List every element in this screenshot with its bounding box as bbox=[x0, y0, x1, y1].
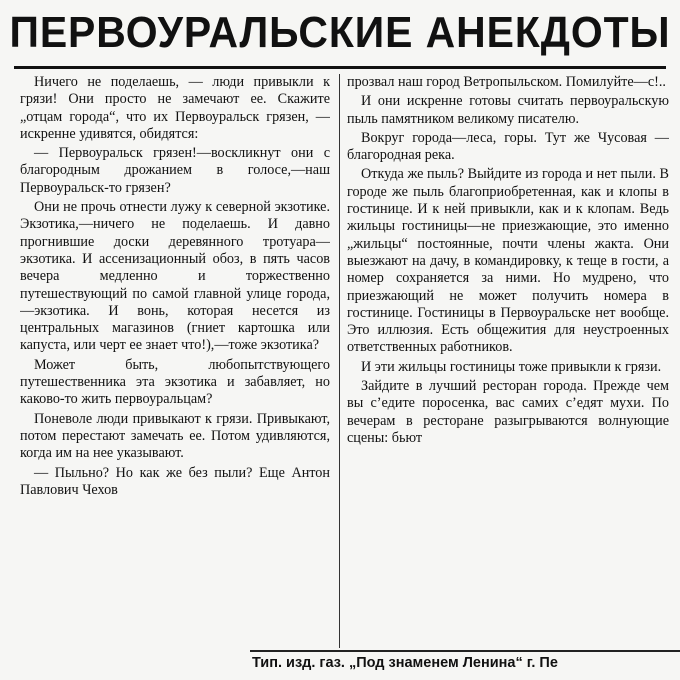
paragraph: Может быть, любопытствующего путешественника эта экзотика и забавляет, но каково-то жить первоуральцам? bbox=[20, 356, 330, 408]
left-column bbox=[20, 74, 330, 652]
paragraph: Зайдите в лучший ресторан города. Прежде чем вы с’едите поросенка, вас самих с’едят мухи. По вечерам в ресторане разыгрываются волнующие сцены: бьют bbox=[347, 378, 669, 446]
column-divider bbox=[339, 74, 340, 648]
paragraph: И эти жильцы гостиницы тоже привыкли к грязи. bbox=[361, 358, 662, 375]
printer-imprint: Тип. изд. газ. „Под знаменем Ленина“ г. Пе bbox=[252, 655, 558, 671]
headline: ПЕРВОУРАЛЬСКИЕ АНЕКДОТЫ bbox=[9, 8, 671, 57]
footer-rule bbox=[250, 650, 680, 652]
paragraph: прозвал наш город Ветропыльском. Помилуйте—с!.. bbox=[347, 74, 666, 90]
headline-rule bbox=[14, 66, 666, 69]
paragraph: Они не прочь отнести лужу к северной экзотике. Экзотика,—ничего не поделаешь. И давно прогнившие доски деревянного тротуара—экзотика. И ассенизационный обоз, в пять часов вечера медленно и торжественно путешествующий по самой главной улице города,—экзотика. И вонь, которая несется из центральных магазинов (гниет картошка или капуста, или черт ее знает что!),—тоже экзотика? bbox=[20, 199, 330, 354]
paragraph: — Пыльно? Но как же без пыли? Еще Антон Павлович Чехов bbox=[20, 464, 330, 498]
paragraph: Ничего не поделаешь, — люди привыкли к грязи! Они просто не замечают ее. Скажите „отцам города“, что их Первоуральск грязен, —искренне удивятся, обидятся: bbox=[20, 74, 330, 142]
paragraph: Вокруг города—леса, горы. Тут же Чусовая — благородная река. bbox=[347, 129, 669, 164]
paragraph: И они искренне готовы считать первоуральскую пыль памятником великому писателю. bbox=[347, 93, 669, 127]
right-column bbox=[347, 74, 669, 652]
paragraph: — Первоуральск грязен!—воскликнут они с благородным дрожанием в голосе,—наш Первоуральск-то грязен? bbox=[20, 145, 330, 196]
paragraph: Поневоле люди привыкают к грязи. Привыкают, потом перестают замечать ее. Потом удивляются, когда им на нее указывают. bbox=[20, 410, 330, 462]
paragraph: Откуда же пыль? Выйдите из города и нет пыли. В городе же пыль благоприобретенная, как и клопы в гостинице. И к ней привыкли, как и к клопам. Ведь жильцы гостиницы—не приезжающие, это именно „жильцы“ постоянные, почти члены жакта. Они выезжают на дачу, в командировку, к теще в гости, а номер сохраняется за ними. Но мудрено, что приезжающий не может получить номера в гостинице. Гостиницы в Первоуральске нет вообще. Это иллюзия. Есть общежития для неустроенных ответственных работников. bbox=[347, 166, 669, 356]
